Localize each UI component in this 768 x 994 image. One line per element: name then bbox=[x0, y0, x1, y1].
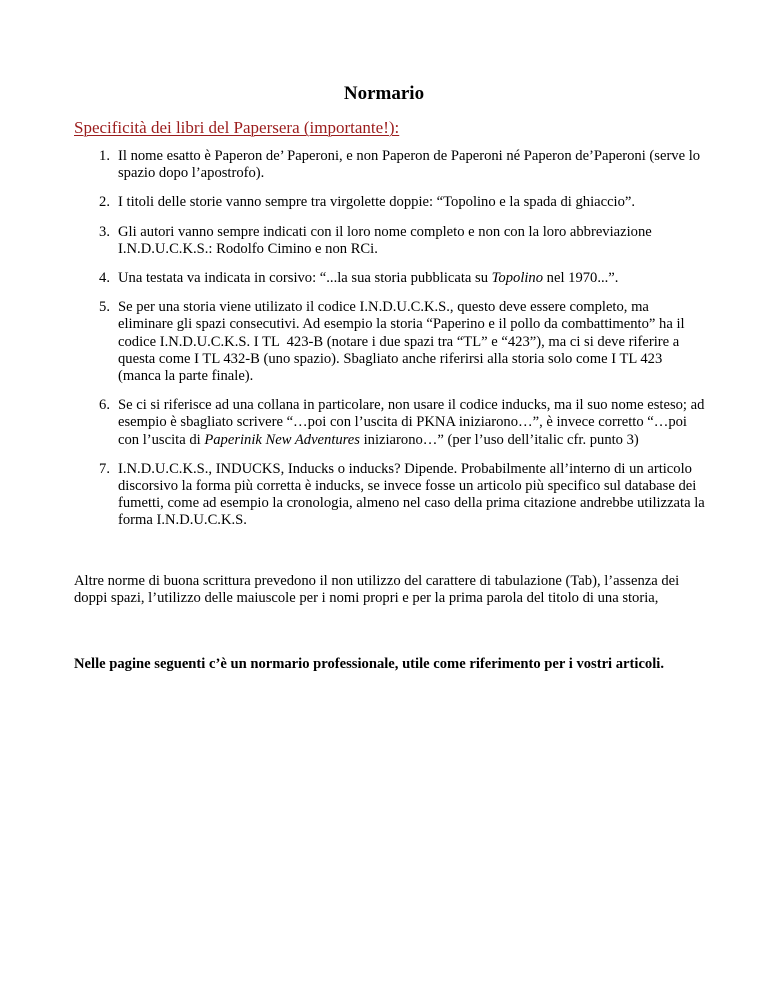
item-text bbox=[118, 397, 706, 449]
closing-note-bold: Nelle pagine seguenti c’è un normario professionale, utile come riferimento per i vostri articoli. bbox=[74, 656, 664, 672]
list-item bbox=[74, 299, 706, 385]
series-title-italic: Paperinik New Adventures bbox=[204, 431, 360, 448]
item-text bbox=[118, 148, 706, 182]
list-item bbox=[74, 194, 706, 211]
item-text-part: Se ci si riferisce ad una collana in particolare, non usare il codice inducks, ma il suo nome esteso; ad esempio è sbagliato scrivere “…poi con l’uscita di PKNA iniziarono…”, è invece corretto “…poi con l’uscita di bbox=[118, 397, 705, 448]
list-item bbox=[74, 397, 706, 449]
list-item bbox=[74, 270, 706, 287]
item-number: 4. bbox=[99, 270, 110, 287]
item-text-part: Il nome esatto è Paperon de’ Paperoni, e non Paperon de Paperoni né Paperon de’Paperoni (serve lo spazio dopo l’apostrofo). bbox=[118, 148, 701, 182]
item-text bbox=[118, 194, 706, 211]
item-text bbox=[118, 461, 706, 530]
item-text-part: I titoli delle storie vanno sempre tra virgolette doppie: “Topolino e la spada di ghiaccio”. bbox=[118, 194, 636, 211]
item-number: 1. bbox=[99, 148, 110, 164]
item-number: 7. bbox=[99, 460, 110, 477]
item-text-part: nel 1970...”. bbox=[543, 270, 619, 287]
item-text bbox=[118, 224, 706, 258]
item-text-part: Se per una storia viene utilizato il codice I.N.D.U.C.K.S., questo deve essere completo, ma eliminare gli spazi consecutivi. Ad esempio la storia “Paperino e il pollo da combattimento” ha il codice I.N.D.U.C.K.S. I TL 423-B (notare i due spazi tra “TL” e “423”), ma ci si deve riferire a questa come I TL 432-B (uno spazio). Sbagliato anche riferirsi alla storia solo come I TL 423 (manca la parte finale). bbox=[118, 299, 689, 385]
item-text-part: I.N.D.U.C.K.S., INDUCKS, Inducks o inducks? Dipende. Probabilmente all’interno di un articolo discorsivo la forma più corretta è inducks, se invece fosse un articolo più specifico sul database dei fumetti, come ad esempio la cronologia, almeno nel caso della prima citazione andrebbe utilizzata la forma I.N.D.U.C.K.S. bbox=[118, 460, 705, 529]
writing-norms-paragraph: Altre norme di buona scrittura prevedono il non utilizzo del carattere di tabulazione (Tab), l’assenza dei doppi spazi, l’utilizzo delle maiuscole per i nomi propri e per la prima parola del titolo di una storia, bbox=[74, 573, 680, 607]
item-text bbox=[118, 270, 706, 287]
item-number: 6. bbox=[99, 397, 110, 414]
rules-list bbox=[74, 148, 706, 542]
item-text-part: Una testata va indicata in corsivo: “...la sua storia pubblicata su bbox=[118, 270, 492, 287]
item-text-part: iniziarono…” (per l’uso dell’italic cfr. punto 3) bbox=[359, 431, 639, 448]
item-number: 5. bbox=[99, 299, 110, 316]
list-item bbox=[74, 148, 706, 182]
list-item bbox=[74, 461, 706, 530]
page-title: Normario bbox=[343, 83, 425, 104]
item-number: 3. bbox=[99, 223, 110, 240]
item-number: 2. bbox=[99, 194, 110, 211]
item-text-part: Gli autori vanno sempre indicati con il loro nome completo e non con la loro abbreviazione I.N.D.U.C.K.S.: Rodolfo Cimino e non RCi. bbox=[118, 223, 652, 257]
list-item bbox=[74, 224, 706, 258]
magazine-title-italic: Topolino bbox=[491, 270, 544, 287]
item-text bbox=[118, 299, 706, 385]
section-heading: Specificità dei libri del Papersera (importante!): bbox=[74, 118, 400, 137]
